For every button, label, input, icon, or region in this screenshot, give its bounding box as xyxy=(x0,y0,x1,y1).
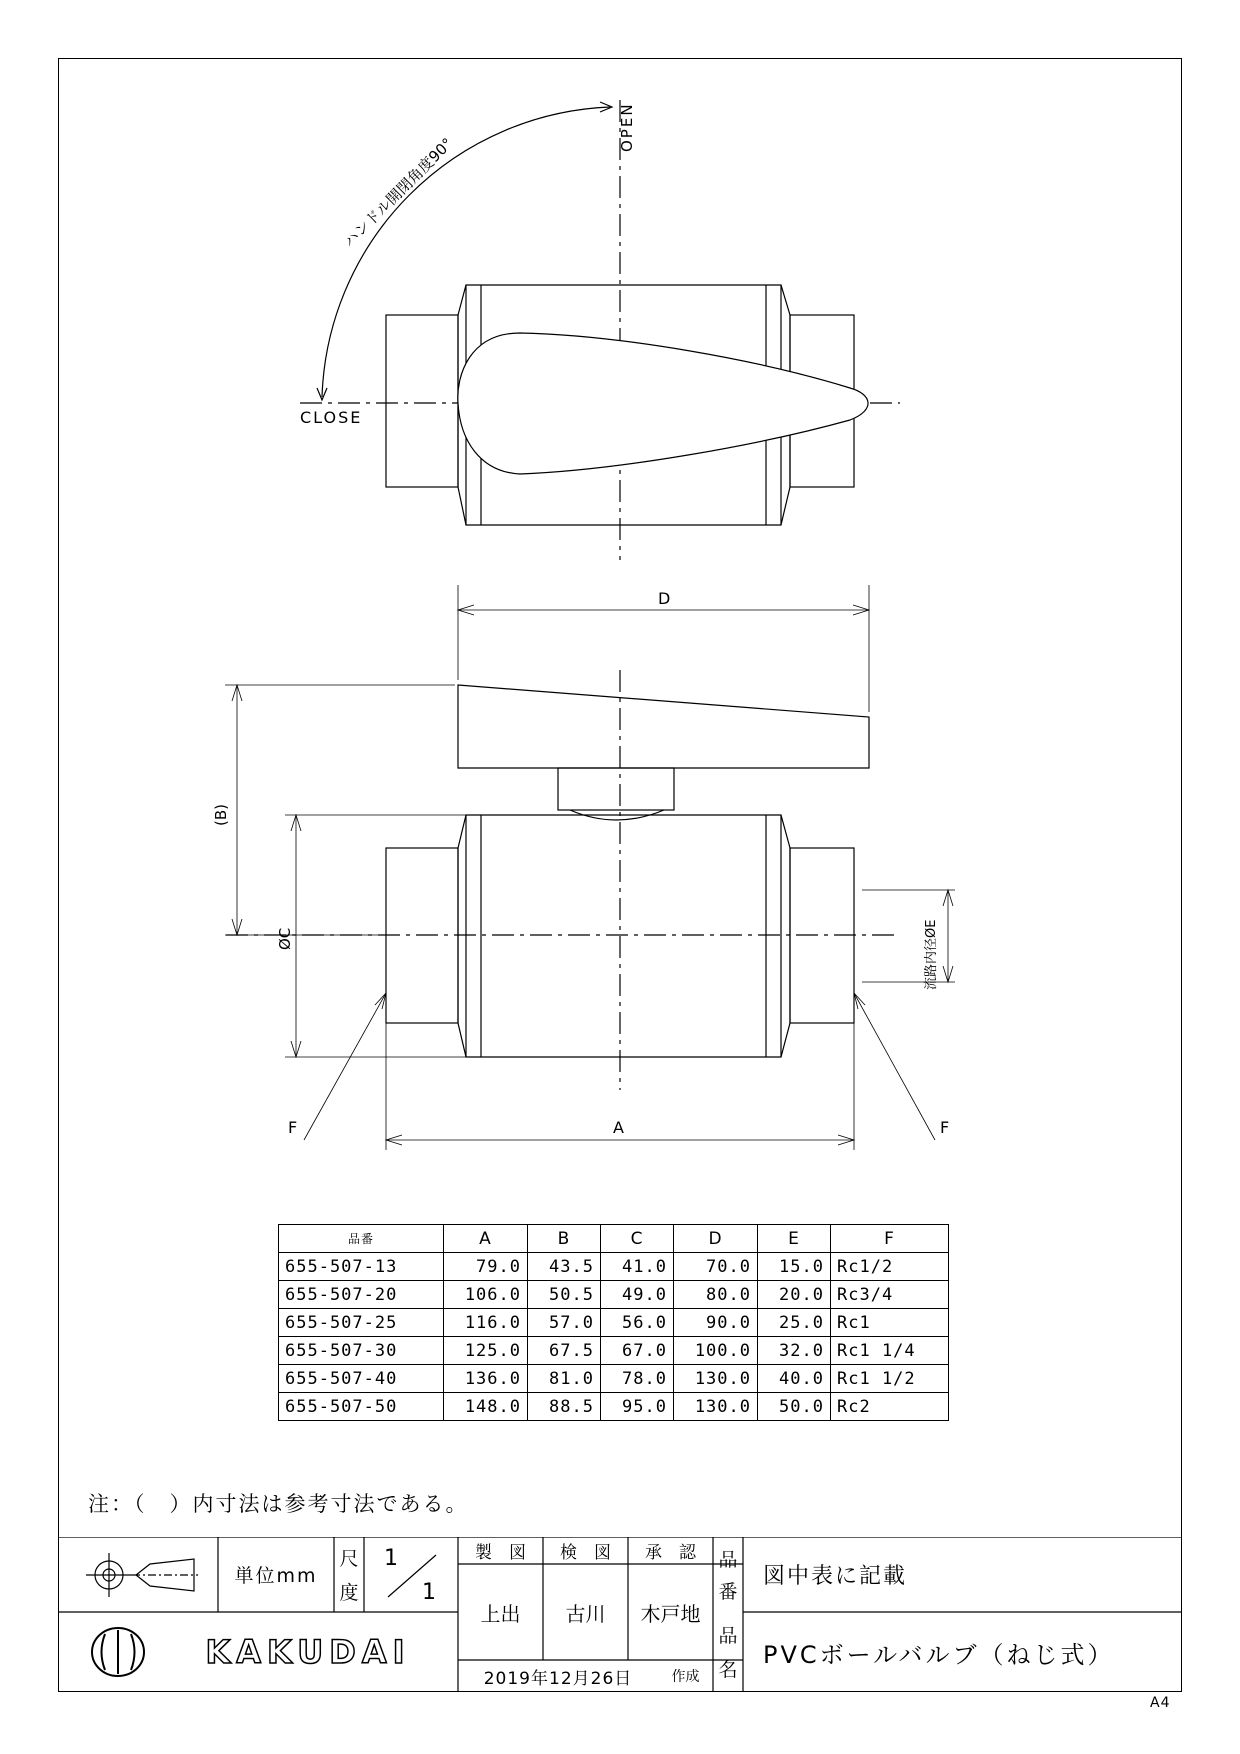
created-label: 作成 xyxy=(671,1669,700,1685)
table-cell: 43.5 xyxy=(528,1253,601,1281)
projection-symbol-icon xyxy=(86,1553,198,1597)
table-cell: 40.0 xyxy=(758,1365,831,1393)
part-no-label-1: 品 xyxy=(718,1548,738,1571)
table-cell: 57.0 xyxy=(528,1309,601,1337)
table-header-cell: C xyxy=(601,1225,674,1253)
front-view-body xyxy=(458,815,790,1057)
front-view-handle xyxy=(458,685,869,768)
table-header-cell: D xyxy=(674,1225,758,1253)
table-cell: Rc1 xyxy=(831,1309,949,1337)
table-cell: 70.0 xyxy=(674,1253,758,1281)
scale-label-2: 度 xyxy=(339,1581,359,1604)
part-name-label-2: 名 xyxy=(718,1658,738,1681)
label-f-right: F xyxy=(940,1118,950,1137)
part-no-label-2: 番 xyxy=(718,1580,738,1603)
date: 2019年12月26日 xyxy=(483,1668,633,1689)
approved-label: 承 認 xyxy=(645,1543,696,1563)
table-cell: 56.0 xyxy=(601,1309,674,1337)
table-cell: 79.0 xyxy=(444,1253,528,1281)
label-open: OPEN xyxy=(618,102,636,152)
table-cell: 50.5 xyxy=(528,1281,601,1309)
title-block xyxy=(58,1537,1182,1692)
table-cell: 148.0 xyxy=(444,1393,528,1421)
approved-by: 木戸地 xyxy=(640,1601,701,1626)
f-leader-left xyxy=(304,993,386,1140)
f-leader-right xyxy=(854,993,935,1140)
table-cell: Rc1 1/2 xyxy=(831,1365,949,1393)
unit-label: 単位mm xyxy=(234,1565,318,1587)
table-cell: 90.0 xyxy=(674,1309,758,1337)
table-row xyxy=(279,1253,949,1281)
table-cell: 78.0 xyxy=(601,1365,674,1393)
table-row xyxy=(279,1393,949,1421)
made-by: 上出 xyxy=(480,1601,521,1626)
table-header-row xyxy=(279,1225,949,1253)
table-cell: 655-507-13 xyxy=(279,1253,444,1281)
part-no-value: 図中表に記載 xyxy=(763,1564,908,1589)
table-cell: 655-507-25 xyxy=(279,1309,444,1337)
table-cell: 88.5 xyxy=(528,1393,601,1421)
table-cell: 67.5 xyxy=(528,1337,601,1365)
table-cell: 136.0 xyxy=(444,1365,528,1393)
top-view-handle xyxy=(458,333,868,474)
table-header-cell: A xyxy=(444,1225,528,1253)
label-dim-d: D xyxy=(658,589,671,608)
table-cell: 655-507-50 xyxy=(279,1393,444,1421)
table-cell: 130.0 xyxy=(674,1393,758,1421)
label-f-left: F xyxy=(288,1118,298,1137)
table-header-cell: 品番 xyxy=(279,1225,444,1253)
scale-denominator: 1 xyxy=(422,1579,436,1605)
label-angle: ハンドル開閉角度90° xyxy=(340,134,457,251)
paper-size-label: A4 xyxy=(1150,1695,1171,1711)
top-view-left-end xyxy=(386,315,458,487)
table-cell: 49.0 xyxy=(601,1281,674,1309)
table-cell: Rc1 1/4 xyxy=(831,1337,949,1365)
table-cell: 125.0 xyxy=(444,1337,528,1365)
table-cell: 95.0 xyxy=(601,1393,674,1421)
table-cell: Rc3/4 xyxy=(831,1281,949,1309)
label-dim-c: ØC xyxy=(276,927,294,950)
table-row xyxy=(279,1281,949,1309)
part-name-label-1: 品 xyxy=(718,1624,738,1647)
label-dim-a: A xyxy=(613,1118,624,1137)
table-cell: 80.0 xyxy=(674,1281,758,1309)
table-cell: 100.0 xyxy=(674,1337,758,1365)
table-cell: 41.0 xyxy=(601,1253,674,1281)
reference-dimension-note: 注：（ ）内寸法は参考寸法である。 xyxy=(88,1492,469,1516)
table-cell: 20.0 xyxy=(758,1281,831,1309)
table-cell: 81.0 xyxy=(528,1365,601,1393)
table-row xyxy=(279,1309,949,1337)
table-cell: 655-507-40 xyxy=(279,1365,444,1393)
brand-name: KAKUDAI xyxy=(205,1633,411,1671)
scale-label-1: 尺 xyxy=(339,1547,359,1570)
table-cell: Rc1/2 xyxy=(831,1253,949,1281)
table-row xyxy=(279,1365,949,1393)
table-cell: 106.0 xyxy=(444,1281,528,1309)
table-cell: 655-507-20 xyxy=(279,1281,444,1309)
table-row xyxy=(279,1337,949,1365)
table-header-cell: E xyxy=(758,1225,831,1253)
made-label: 製 図 xyxy=(475,1543,526,1563)
table-cell: 15.0 xyxy=(758,1253,831,1281)
table-cell: 130.0 xyxy=(674,1365,758,1393)
table-cell: 32.0 xyxy=(758,1337,831,1365)
spec-table xyxy=(278,1224,949,1421)
table-header-cell: B xyxy=(528,1225,601,1253)
checked-by: 古川 xyxy=(565,1601,606,1626)
table-cell: 655-507-30 xyxy=(279,1337,444,1365)
table-cell: 116.0 xyxy=(444,1309,528,1337)
scale-numerator: 1 xyxy=(384,1545,398,1571)
kakudai-logo-icon xyxy=(92,1628,144,1676)
table-cell: 67.0 xyxy=(601,1337,674,1365)
front-view-stem xyxy=(558,768,674,810)
label-dim-e: 流路内径ØE xyxy=(924,919,939,990)
part-name-value: PVCボールバルブ（ねじ式） xyxy=(763,1640,1115,1669)
label-dim-b: (B) xyxy=(212,804,230,826)
table-cell: 50.0 xyxy=(758,1393,831,1421)
table-header-cell: F xyxy=(831,1225,949,1253)
label-close: CLOSE xyxy=(300,408,363,427)
table-cell: 25.0 xyxy=(758,1309,831,1337)
table-cell: Rc2 xyxy=(831,1393,949,1421)
checked-label: 検 図 xyxy=(560,1543,611,1563)
